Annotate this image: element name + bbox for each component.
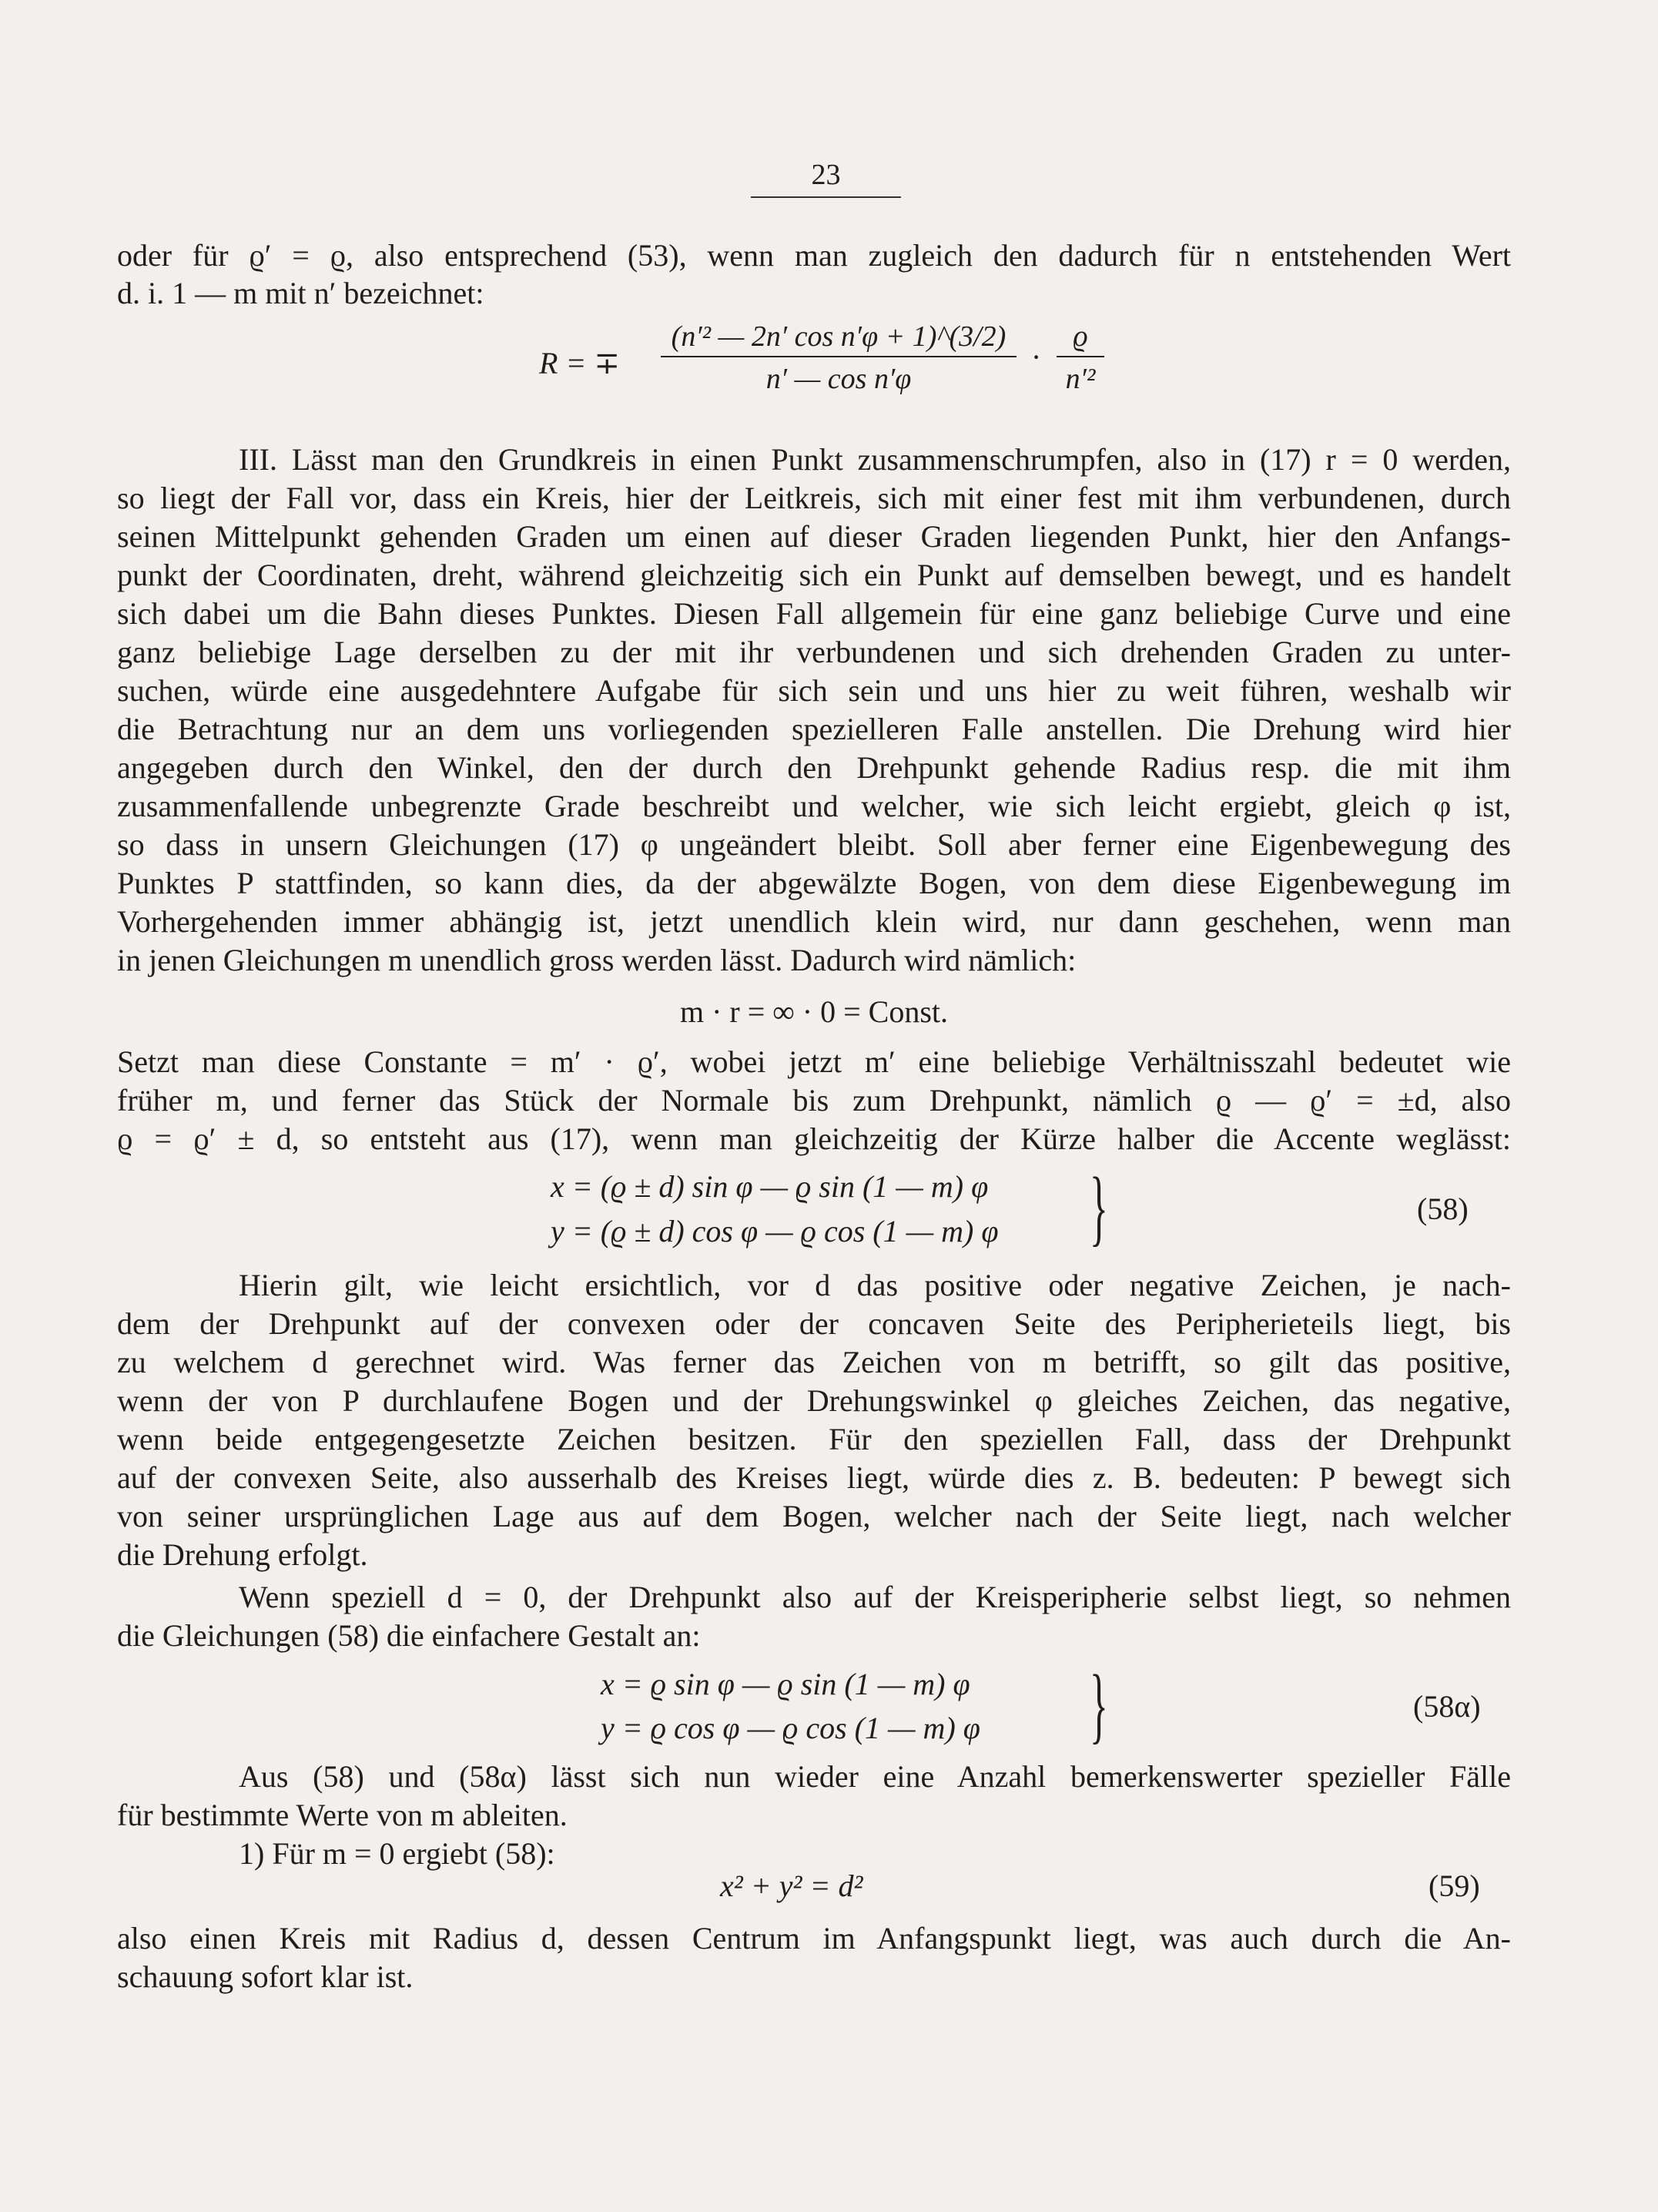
text-line: Vorhergehenden immer abhängig ist, jetzt unendlich klein wird, nur dann geschehen, wenn man [117, 904, 1511, 939]
text-line: die Betrachtung nur an dem uns vorliegenden spezielleren Falle anstellen. Die Drehung wird hier [117, 712, 1511, 746]
text-line: früher m, und ferner das Stück der Normale bis zum Drehpunkt, nämlich ϱ — ϱ′ = ±d, also [117, 1083, 1511, 1118]
text-line: angegeben durch den Winkel, den der durch den Drehpunkt gehende Radius resp. die mit ihm [117, 750, 1511, 785]
text-line: die Drehung erfolgt. [117, 1537, 368, 1572]
text-line: zusammenfallende unbegrenzte Grade beschreibt und welcher, wie sich leicht ergiebt, gleich φ ist, [117, 789, 1511, 823]
text-line: auf der convexen Seite, also ausserhalb des Kreises liegt, würde dies z. B. bedeuten: P bewegt sich [117, 1460, 1511, 1495]
text-line: Setzt man diese Constante = m′ · ϱ′, wobei jetzt m′ eine beliebige Verhältnisszahl bedeutet wie [117, 1044, 1511, 1079]
equation-58-label: (58) [1417, 1191, 1469, 1226]
text-line: ganz beliebige Lage derselben zu der mit ihr verbundenen und sich drehenden Graden zu unter- [117, 635, 1511, 669]
text-line: oder für ϱ′ = ϱ, also entsprechend (53), wenn man zugleich den dadurch für n entstehenden Wert [117, 238, 1511, 273]
text-line: ϱ = ϱ′ ± d, so entsteht aus (17), wenn man gleichzeitig der Kürze halber die Accente weglässt: [117, 1121, 1511, 1156]
text-line: dem der Drehpunkt auf der convexen oder der concaven Seite des Peripherieteils liegt, bis [117, 1306, 1511, 1341]
text-line: Hierin gilt, wie leicht ersichtlich, vor d das positive oder negative Zeichen, je nach- [239, 1268, 1511, 1302]
text-line: in jenen Gleichungen m unendlich gross werden lässt. Dadurch wird nämlich: [117, 943, 1077, 977]
equation-58-x: x = (ϱ ± d) sin φ — ϱ sin (1 — m) φ [551, 1169, 989, 1204]
text-line: Aus (58) und (58α) lässt sich nun wieder eine Anzahl bemerkenswerter spezieller Fälle [239, 1759, 1511, 1794]
equation-58a-y: y = ϱ cos φ — ϱ cos (1 — m) φ [601, 1711, 980, 1745]
text-line: schauung sofort klar ist. [117, 1959, 414, 1994]
equation-r-numerator-2: ϱ [1073, 320, 1088, 353]
text-line: wenn der von P durchlaufene Bogen und der Drehungswinkel φ gleiches Zeichen, das negative, [117, 1383, 1511, 1418]
brace: } [1090, 1657, 1108, 1751]
equation-r-numerator: (n′² — 2n′ cos n′φ + 1)^(3/2) [671, 320, 1007, 353]
text-line: sich dabei um die Bahn dieses Punktes. Diesen Fall allgemein für eine ganz beliebige Curve und eine [117, 596, 1511, 631]
fraction-bar [661, 356, 1017, 357]
equation-const: m · r = ∞ · 0 = Const. [679, 994, 949, 1029]
text-line: für bestimmte Werte von m ableiten. [117, 1798, 568, 1832]
text-line: punkt der Coordinaten, dreht, während gleichzeitig sich ein Punkt auf demselben bewegt, und es handelt [117, 558, 1511, 592]
text-line: so liegt der Fall vor, dass ein Kreis, hier der Leitkreis, sich mit einer fest mit ihm verbundenen, durch [117, 481, 1511, 515]
page-number: 23 [751, 158, 901, 198]
equation-58-y: y = (ϱ ± d) cos φ — ϱ cos (1 — m) φ [551, 1214, 999, 1248]
fraction-bar [1057, 356, 1104, 357]
equation-58a-x: x = ϱ sin φ — ϱ sin (1 — m) φ [601, 1667, 970, 1701]
text-line: Wenn speziell d = 0, der Drehpunkt also auf der Kreisperipherie selbst liegt, so nehmen [239, 1580, 1511, 1614]
brace: } [1090, 1160, 1108, 1254]
text-line: so dass in unsern Gleichungen (17) φ ungeändert bleibt. Soll aber ferner eine Eigenbewegung des [117, 827, 1511, 862]
text-line: also einen Kreis mit Radius d, dessen Centrum im Anfangspunkt liegt, was auch durch die An- [117, 1921, 1511, 1956]
equation-r-dot: · [1032, 340, 1040, 374]
text-line: wenn beide entgegengesetzte Zeichen besitzen. Für den speziellen Fall, dass der Drehpunkt [117, 1422, 1511, 1456]
text-line: von seiner ursprünglichen Lage aus auf dem Bogen, welcher nach der Seite liegt, nach welcher [117, 1499, 1511, 1533]
equation-59: x² + y² = d² [720, 1868, 863, 1903]
text-line: suchen, würde eine ausgedehntere Aufgabe für sich sein und uns hier zu weit führen, weshalb wir [117, 673, 1511, 708]
equation-r-lhs: R = ∓ [539, 346, 620, 380]
equation-59-label: (59) [1429, 1868, 1480, 1903]
text-line: Punktes P stattfinden, so kann dies, da der abgewälzte Bogen, von dem diese Eigenbewegung im [117, 866, 1511, 900]
text-line: 1) Für m = 0 ergiebt (58): [239, 1836, 555, 1871]
text-line: zu welchem d gerechnet wird. Was ferner das Zeichen von m betrifft, so gilt das positive, [117, 1345, 1511, 1379]
text-line: d. i. 1 — m mit n′ bezeichnet: [117, 276, 484, 310]
equation-r-denominator: n′ — cos n′φ [765, 363, 912, 395]
equation-r-denominator-2: n′² [1065, 363, 1096, 395]
text-line: seinen Mittelpunkt gehenden Graden um einen auf dieser Graden liegenden Punkt, hier den Anfangs- [117, 519, 1511, 554]
text-line: die Gleichungen (58) die einfachere Gestalt an: [117, 1618, 701, 1653]
equation-58a-label: (58α) [1413, 1689, 1481, 1724]
text-line: III. Lässt man den Grundkreis in einen Punkt zusammenschrumpfen, also in (17) r = 0 werden, [239, 442, 1511, 477]
